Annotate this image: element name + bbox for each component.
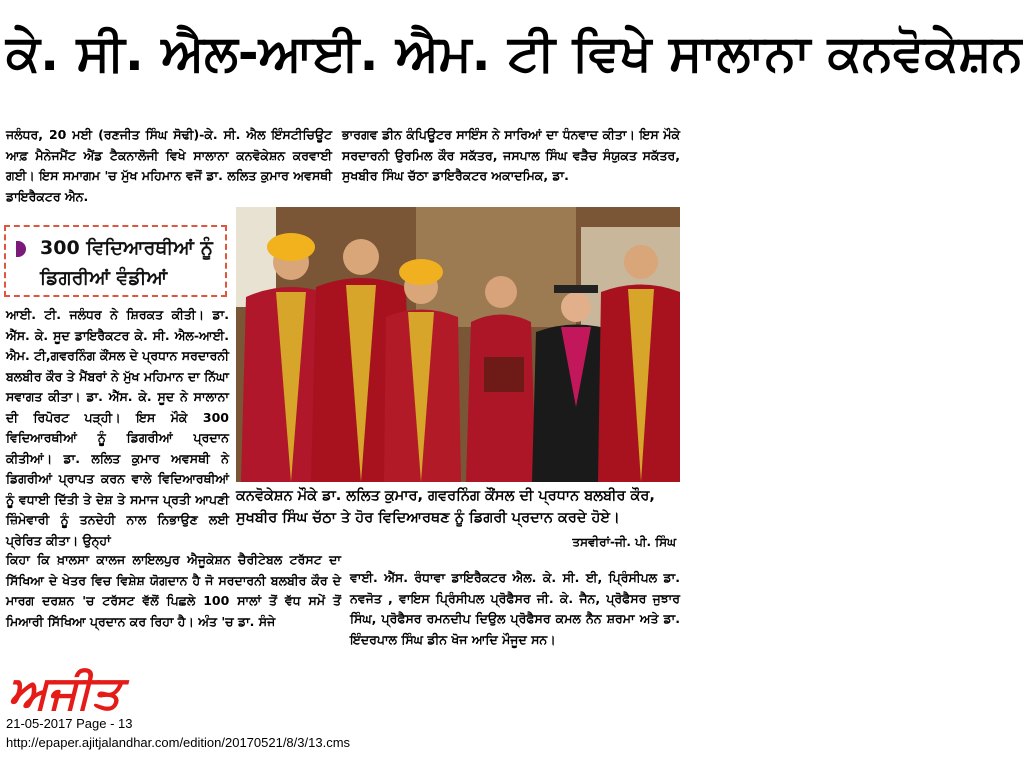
article-col2-top: ਭਾਰਗਵ ਡੀਨ ਕੰਪਿਊਟਰ ਸਾਇੰਸ ਨੇ ਸਾਰਿਆਂ ਦਾ ਧੰਨਵਾਦ ਕੀਤਾ। ਇਸ ਮੌਕੇ ਸਰਦਾਰਨੀ ਉਰਮਿਲ ਕੌਰ ਸਕੱਤਰ, ਜਸਪਾਲ ਸਿੰਘ ਵੜੈਚ ਸੰਯੁਕਤ ਸਕੱਤਰ, ਸੁਖਬੀਰ ਸਿੰਘ ਚੱਠਾ ਡਾਇਰੈਕਟਰ ਅਕਾਦਮਿਕ, ਡਾ. — [342, 127, 680, 183]
article-col1-top: ਜਲੰਧਰ, 20 ਮਈ (ਰਣਜੀਤ ਸਿੰਘ ਸੋਢੀ)-ਕੇ. ਸੀ. ਐਲ ਇੰਸਟੀਚਿਊਟ ਆਫ਼ ਮੈਨੇਜਮੈਂਟ ਐਂਡ ਟੈਕਨਾਲੋਜੀ ਵਿਖੇ ਸਾਲਾਨਾ ਕਨਵੋਕੇਸ਼ਨ ਕਰਵਾਈ ਗਈ। ਇਸ ਸਮਾਗਮ 'ਚ ਮੁੱਖ ਮਹਿਮਾਨ ਵਜੋਂ ਡਾ. ਲਲਿਤ ਕੁਮਾਰ ਅਵਸਥੀ ਡਾਇਰੈਕਟਰ ਐਨ. — [6, 127, 332, 204]
newspaper-logo: ਅਜੀਤ — [8, 665, 121, 719]
article-bottom-wide: ਕਿਹਾ ਕਿ ਖ਼ਾਲਸਾ ਕਾਲਜ ਲਾਇਲਪੁਰ ਐਜੂਕੇਸ਼ਨ ਚੈਰੀਟੇਬਲ ਟਰੱਸਟ ਦਾ ਸਿੱਖਿਆ ਦੇ ਖੇਤਰ ਵਿਚ ਵਿਸ਼ੇਸ਼ ਯੋਗਦਾਨ ਹੈ ਜੋ ਸਰਦਾਰਨੀ ਬਲਬੀਰ ਕੌਰ ਦੇ ਮਾਰਗ ਦਰਸ਼ਨ 'ਚ ਟਰੱਸਟ ਵੱਲੋਂ ਪਿਛਲੇ 100 ਸਾਲਾਂ ਤੋਂ ਵੱਧ ਸਮੇਂ ਤੋਂ ਮਿਆਰੀ ਸਿੱਖਿਆ ਪ੍ਰਦਾਨ ਕਰ ਰਿਹਾ ਹੈ। ਅੰਤ 'ਚ ਡਾ. ਸੰਜੇ — [6, 552, 341, 629]
article-col2-bottom: ਵਾਈ. ਐੱਸ. ਰੰਧਾਵਾ ਡਾਇਰੈਕਟਰ ਐਲ. ਕੇ. ਸੀ. ਈ, ਪ੍ਰਿੰਸੀਪਲ ਡਾ. ਨਵਜੋਤ , ਵਾਇਸ ਪ੍ਰਿੰਸੀਪਲ ਪ੍ਰੋਫੈਸਰ ਜੀ. ਕੇ. ਜੈਨ, ਪ੍ਰੋਫੈਸਰ ਜੁਝਾਰ ਸਿੰਘ, ਪ੍ਰੋਫੈਸਰ ਰਮਨਦੀਪ ਦਿਉਲ ਪ੍ਰੋਫੈਸਰ ਕਮਲ ਨੈਨ ਸ਼ਰਮਾ ਅਤੇ ਡਾ. ਇੰਦਰਪਾਲ ਸਿੰਘ ਡੀਨ ਖੋਜ ਆਦਿ ਮੌਜੂਦ ਸਨ। — [350, 570, 680, 647]
photo-caption: ਕਨਵੋਕੇਸ਼ਨ ਮੌਕੇ ਡਾ. ਲਲਿਤ ਕੁਮਾਰ, ਗਵਰਨਿੰਗ ਕੌਂਸਲ ਦੀ ਪ੍ਰਧਾਨ ਬਲਬੀਰ ਕੌਰ, ਸੁਖਬੀਰ ਸਿੰਘ ਚੱਠਾ ਤੇ ਹੋਰ ਵਿਦਿਆਰਥਣ ਨੂੰ ਡਿਗਰੀ ਪ੍ਰਦਾਨ ਕਰਦੇ ਹੋਏ। — [236, 488, 655, 526]
photo-credit: ਤਸਵੀਰਾਂ-ਜੀ. ਪੀ. ਸਿੰਘ — [572, 535, 676, 549]
photo-illustration — [236, 207, 680, 482]
date-page: 21-05-2017 Page - 13 — [6, 716, 133, 731]
headline: ਕੇ. ਸੀ. ਐਲ-ਆਈ. ਐਮ. ਟੀ ਵਿਖੇ ਸਾਲਾਨਾ ਕਨਵੋਕੇਸ਼ਨ — [6, 24, 1023, 82]
source-url[interactable]: http://epaper.ajitjalandhar.com/edition/20170521/8/3/13.cms — [6, 735, 351, 750]
highlight-box — [4, 225, 227, 297]
highlight-text: 300 ਵਿਦਿਆਰਥੀਆਂ ਨੂੰ ਡਿਗਰੀਆਂ ਵੰਡੀਆਂ — [40, 237, 213, 289]
bullet-icon — [16, 241, 26, 257]
article-col1-mid: ਆਈ. ਟੀ. ਜਲੰਧਰ ਨੇ ਸ਼ਿਰਕਤ ਕੀਤੀ। ਡਾ. ਐੱਸ. ਕੇ. ਸੂਦ ਡਾਇਰੈਕਟਰ ਕੇ. ਸੀ. ਐਲ-ਆਈ. ਐਮ. ਟੀ,ਗਵਰਨਿੰਗ ਕੌਂਸਲ ਦੇ ਪ੍ਰਧਾਨ ਸਰਦਾਰਨੀ ਬਲਬੀਰ ਕੌਰ ਤੇ ਮੈਂਬਰਾਂ ਨੇ ਮੁੱਖ ਮਹਿਮਾਨ ਦਾ ਨਿੱਘਾ ਸਵਾਗਤ ਕੀਤਾ। ਡਾ. ਐੱਸ. ਕੇ. ਸੂਦ ਨੇ ਸਾਲਾਨਾ ਦੀ ਰਿਪੋਰਟ ਪੜ੍ਹੀ। ਇਸ ਮੌਕੇ 300 ਵਿਦਿਆਰਥੀਆਂ ਨੂੰ ਡਿਗਰੀਆਂ ਪ੍ਰਦਾਨ ਕੀਤੀਆਂ। ਡਾ. ਲਲਿਤ ਕੁਮਾਰ ਅਵਸਥੀ ਨੇ ਡਿਗਰੀਆਂ ਪ੍ਰਾਪਤ ਕਰਨ ਵਾਲੇ ਵਿਦਿਆਰਥੀਆਂ ਨੂੰ ਵਧਾਈ ਦਿੱਤੀ ਤੇ ਦੇਸ਼ ਤੇ ਸਮਾਜ ਪ੍ਰਤੀ ਆਪਣੀ ਜ਼ਿੰਮੇਵਾਰੀ ਨੂੰ ਤਨਦੇਹੀ ਨਾਲ ਨਿਭਾਉਣ ਲਈ ਪ੍ਰੇਰਿਤ ਕੀਤਾ। ਉਨ੍ਹਾਂ — [6, 307, 229, 548]
convocation-photo — [236, 207, 680, 482]
